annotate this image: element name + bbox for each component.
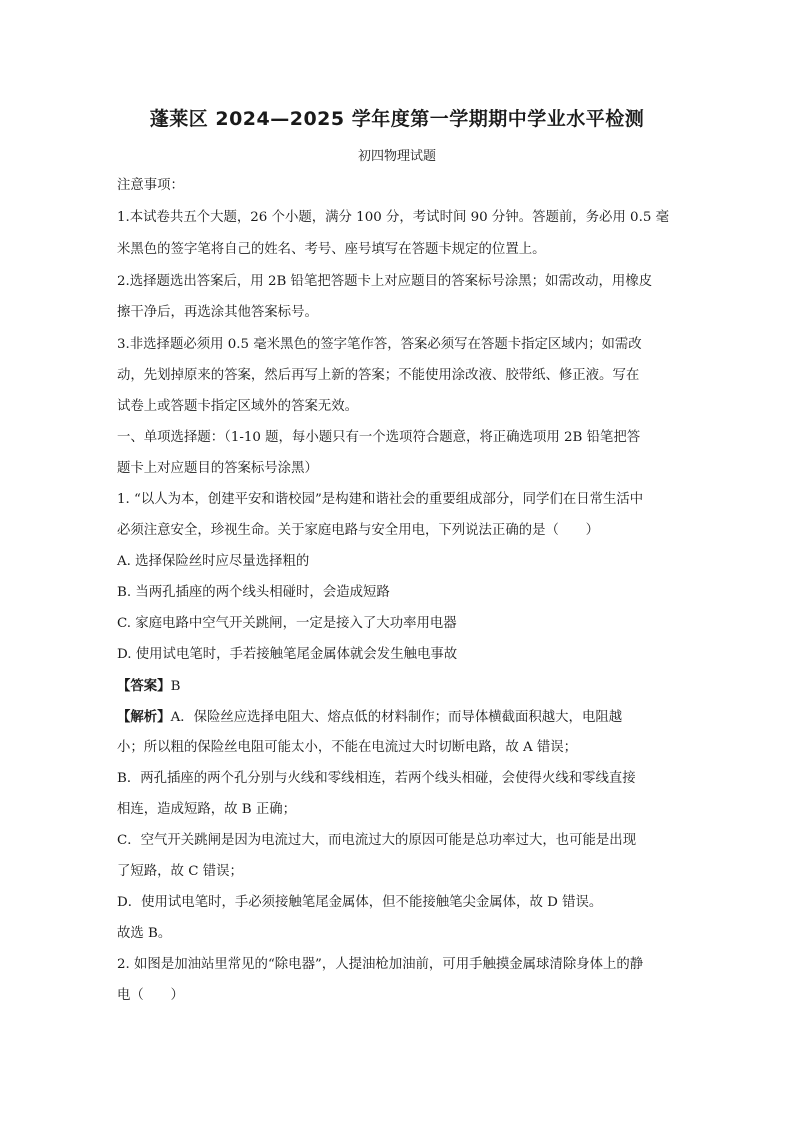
question-1-analysis-c-line-2: 了短路，故 C 错误；: [117, 864, 243, 879]
analysis-a-text: A．保险丝应选择电阻大、熔点低的材料制作；而导体横截面积越大，电阻越: [170, 710, 623, 725]
answer-label: 【答案】: [117, 678, 171, 694]
question-1-conclusion: 故选 B。: [117, 926, 172, 941]
question-1-option-c: C. 家庭电路中空气开关跳闸，一定是接入了大功率用电器: [117, 616, 457, 631]
analysis-label: 【解析】: [117, 709, 171, 725]
question-1-analysis-b-line-1: B．两孔插座的两个孔分别与火线和零线相连，若两个线头相碰，会使得火线和零线直接: [117, 771, 636, 786]
question-2-stem-line-2: 电（ ）: [117, 988, 184, 1003]
question-1-option-a: A. 选择保险丝时应尽量选择粗的: [117, 554, 310, 569]
page-title: 蓬莱区 2024—2025 学年度第一学期期中学业水平检测: [149, 108, 645, 130]
notice-item-1-line-1: 1.本试卷共五个大题，26 个小题，满分 100 分，考试时间 90 分钟。答题前，务必用 0.5 毫: [117, 210, 670, 225]
notice-item-2-line-2: 擦干净后，再选涂其他答案标号。: [117, 305, 318, 320]
question-1-analysis-d: D．使用试电笔时，手必须接触笔尾金属体，但不能接触笔尖金属体，故 D 错误。: [117, 895, 603, 910]
section-heading-line-1: 一、单项选择题：（1-10 题，每小题只有一个选项符合题意，将正确选项用 2B 铅笔把答: [117, 430, 641, 445]
question-1-stem-line-1: 1. “以人为本，创建平安和谐校园”是构建和谐社会的重要组成部分，同学们在日常生活中: [117, 492, 644, 507]
notice-item-1-line-2: 米黑色的签字笔将自己的姓名、考号、座号填写在答题卡规定的位置上。: [117, 242, 546, 257]
question-1-analysis-a-line-2: 小；所以粗的保险丝电阻可能太小，不能在电流过大时切断电路，故 A 错误；: [117, 740, 578, 755]
notice-item-2-line-1: 2.选择题选出答案后，用 2B 铅笔把答题卡上对应题目的答案标号涂黑；如需改动，用橡皮: [117, 274, 653, 289]
notice-item-3-line-1: 3.非选择题必须用 0.5 毫米黑色的签字笔作答，答案必须写在答题卡指定区域内；如需改: [117, 337, 642, 352]
question-1-option-b: B. 当两孔插座的两个线头相碰时，会造成短路: [117, 585, 390, 600]
page-subtitle: 初四物理试题: [357, 149, 436, 164]
question-2-stem-line-1: 2. 如图是加油站里常见的“除电器”，人提油枪加油前，可用手触摸金属球清除身体上的静: [117, 957, 644, 972]
notice-item-3-line-3: 试卷上或答题卡指定区域外的答案无效。: [117, 399, 359, 414]
notice-item-3-line-2: 动，先划掉原来的答案，然后再写上新的答案；不能使用涂改液、胶带纸、修正液。写在: [117, 368, 640, 383]
section-heading-line-2: 题卡上对应题目的答案标号涂黑）: [117, 461, 318, 476]
notice-heading: 注意事项：: [117, 178, 184, 193]
question-1-analysis-b-line-2: 相连，造成短路，故 B 正确；: [117, 802, 297, 817]
question-1-analysis-a-line-1: [117, 707, 677, 728]
question-1-analysis-c-line-1: C．空气开关跳闸是因为电流过大，而电流过大的原因可能是总功率过大，也可能是出现: [117, 833, 637, 848]
question-1-stem-line-2: 必须注意安全，珍视生命。关于家庭电路与安全用电，下列说法正确的是（ ）: [117, 523, 600, 538]
question-1-option-d: D. 使用试电笔时，手若接触笔尾金属体就会发生触电事故: [117, 647, 458, 662]
question-1-answer: [117, 676, 677, 697]
answer-value: B: [170, 679, 181, 694]
